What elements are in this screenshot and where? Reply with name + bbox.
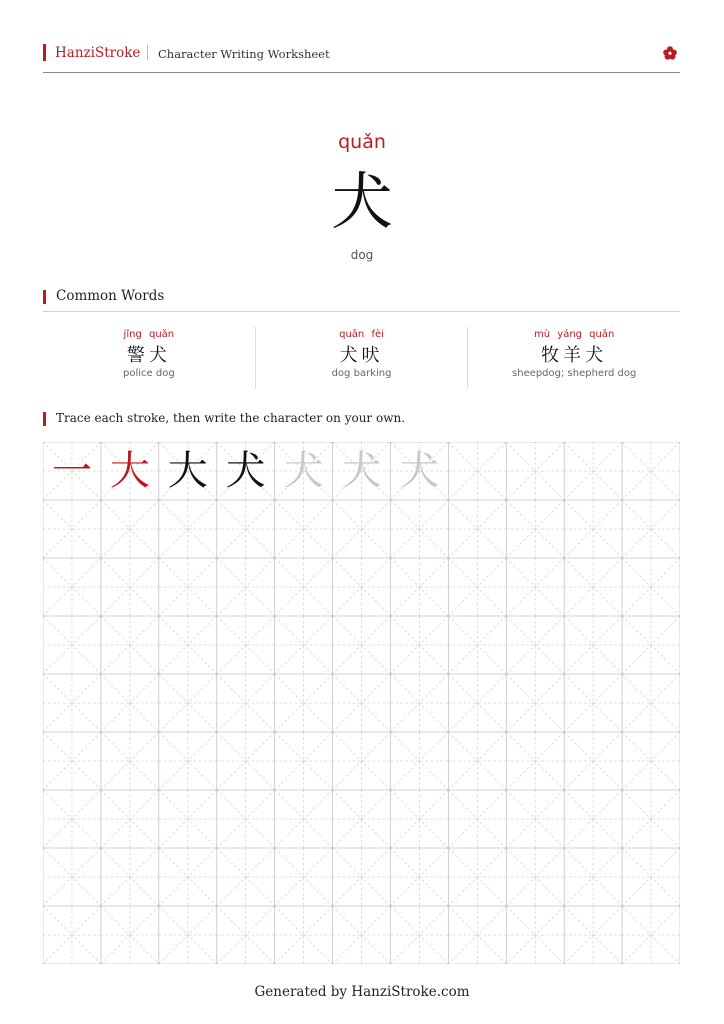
word-item — [43, 327, 255, 389]
worksheet-header — [43, 42, 680, 73]
footer-credit: Generated by HanziStroke.com — [254, 984, 470, 1000]
word-hanzi: 牧羊犬 — [541, 345, 608, 366]
stroke-step-5: 犬 — [283, 448, 324, 494]
stroke-step-3: 大 — [167, 448, 208, 494]
word-meaning: police dog — [123, 368, 175, 379]
word-item — [255, 327, 468, 389]
word-item — [467, 327, 680, 389]
brand-name: HanziStroke — [55, 45, 141, 61]
practice-instruction: Trace each stroke, then write the character on your own. — [56, 411, 406, 425]
grid-lines — [43, 442, 680, 964]
word-meaning: sheepdog; shepherd dog — [511, 368, 637, 379]
section-accent-bar — [43, 290, 46, 304]
word-meaning: dog barking — [331, 368, 392, 379]
word-pinyin: mù yáng quǎn — [534, 329, 615, 340]
character-pinyin: quǎn — [338, 131, 386, 153]
section-accent-bar — [43, 412, 46, 426]
stroke-step-4: 犬 — [225, 448, 266, 494]
header-divider — [147, 45, 148, 60]
character-meaning: dog — [350, 248, 374, 262]
stroke-step-7: 犬 — [399, 448, 440, 494]
brand-accent-bar — [43, 44, 46, 61]
common-words-heading — [43, 288, 680, 312]
word-pinyin: quǎn fèi — [339, 329, 384, 340]
worksheet-subtitle: Character Writing Worksheet — [158, 47, 330, 61]
flower-icon — [662, 45, 678, 61]
character-hanzi: 犬 — [330, 165, 393, 238]
common-words-list — [43, 327, 680, 389]
common-words-title: Common Words — [56, 288, 165, 304]
word-hanzi: 犬吠 — [339, 345, 384, 366]
stroke-step-1: 一 — [51, 448, 92, 494]
word-hanzi: 警犬 — [126, 345, 171, 366]
word-pinyin: jǐng quǎn — [123, 329, 175, 340]
stroke-step-6: 犬 — [341, 448, 382, 494]
stroke-step-2: 大 — [109, 448, 150, 494]
practice-grid — [43, 442, 680, 964]
